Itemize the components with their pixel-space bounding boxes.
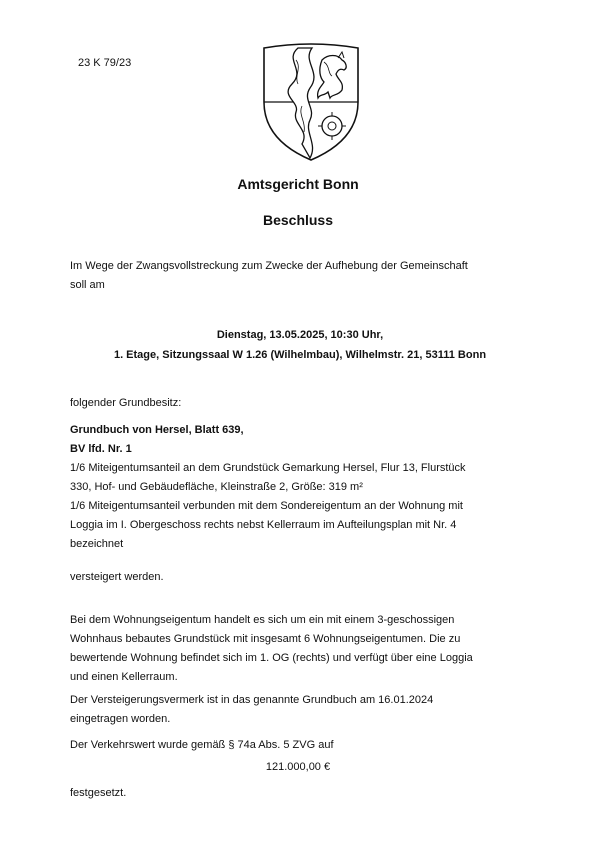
notice-line: Der Versteigerungsvermerk ist in das genannte Grundbuch am 16.01.2024 [70,694,434,706]
bv-number: BV lfd. Nr. 1 [70,443,132,455]
property-intro: folgender Grundbesitz: [70,397,182,409]
description-line: und einen Kellerraum. [70,671,178,683]
description-paragraph [70,611,520,687]
auction-phrase: versteigert werden. [70,571,164,583]
share-line: 1/6 Miteigentumsanteil verbunden mit dem Sondereigentum an der Wohnung mit [70,500,463,512]
court-name: Amtsgericht Bonn [237,176,359,192]
case-reference: 23 K 79/23 [78,57,132,69]
coat-of-arms-icon [258,40,364,164]
appointment-block [70,325,530,365]
document-title: Beschluss [262,212,334,228]
appointment-date: Dienstag, 13.05.2025, 10:30 Uhr, [216,329,384,341]
property-section [70,394,530,554]
share-line: 1/6 Miteigentumsanteil an dem Grundstück Gemarkung Hersel, Flur 13, Flurstück [70,462,466,474]
intro-line: Im Wege der Zwangsvollstreckung zum Zwecke der Aufhebung der Gemeinschaft [70,260,468,272]
notice-paragraph [70,691,520,729]
value-intro: Der Verkehrswert wurde gemäß § 74a Abs. 5 ZVG auf [70,739,334,751]
market-value: 121.000,00 € [265,761,331,773]
description-line: Wohnhaus bebautes Grundstück mit insgesamt 6 Wohnungseigentumen. Die zu [70,633,461,645]
description-line: Bei dem Wohnungseigentum handelt es sich um ein mit einem 3-geschossigen [70,614,455,626]
share-line: Loggia im I. Obergeschoss rechts nebst Kellerraum im Aufteilungsplan mit Nr. 4 [70,519,457,531]
land-register: Grundbuch von Hersel, Blatt 639, [70,424,244,436]
description-line: bewertende Wohnung befindet sich im 1. OG (rechts) und verfügt über eine Loggia [70,652,473,664]
share-line: bezeichnet [70,538,124,550]
appointment-location: 1. Etage, Sitzungssaal W 1.26 (Wilhelmbau), Wilhelmstr. 21, 53111 Bonn [113,349,487,361]
value-outro: festgesetzt. [70,787,127,799]
intro-paragraph [70,257,530,295]
notice-line: eingetragen worden. [70,713,171,725]
intro-line: soll am [70,279,105,291]
share-line: 330, Hof- und Gebäudefläche, Kleinstraße 2, Größe: 319 m² [70,481,363,493]
